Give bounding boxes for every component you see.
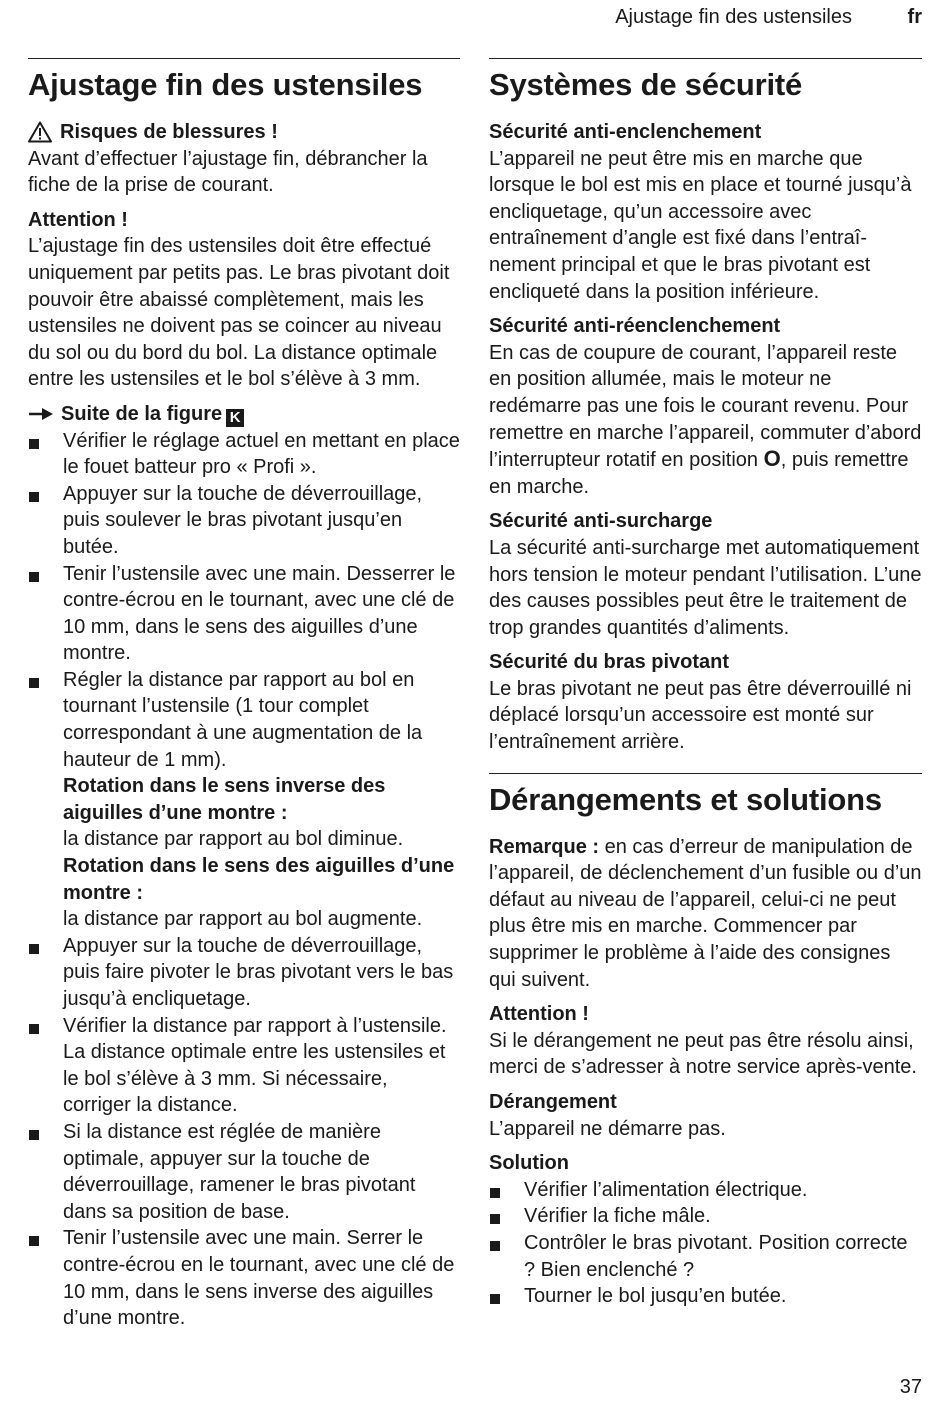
running-header-title: Ajustage fin des ustensiles	[615, 6, 852, 28]
list-item: Vérifier le réglage actuel en mettant en place le fouet batteur pro « Profi ».	[28, 428, 460, 481]
switch-position-symbol: O	[763, 446, 781, 472]
cw-rotation-text: la distance par rapport au bol augmente.	[63, 908, 423, 931]
list-item: Tenir l’ustensile avec une main. Serrer le contre-écrou en le tournant, avec une clé de 10 mm, dans le sens inverse des aiguilles d’une montre.	[28, 1225, 460, 1331]
list-item	[28, 667, 460, 933]
step-text: Régler la distance par rapport au bol en tournant l’ustensile (1 tour complet correspondant à une augmentation de la hauteur de 1 mm).	[63, 668, 423, 771]
left-column	[28, 58, 460, 1332]
subsection-text: La sécurité anti-surcharge met automatiquement hors tension le moteur pendant l’utilisation. L’une des causes possibles peut être le traitement de trop grandes quantités d’aliments.	[489, 536, 922, 639]
fault-text: L’appareil ne démarre pas.	[489, 1117, 726, 1140]
subsection-title: Sécurité anti-surcharge	[489, 510, 713, 533]
attention-title: Attention !	[28, 208, 128, 231]
solution-list	[489, 1177, 922, 1310]
note-label: Remarque :	[489, 835, 600, 858]
note-text: en cas d’erreur de manipulation de l’appareil, de déclenchement d’un fusible ou d’un défaut au niveau de l’appareil, celui-ci ne peut plus être mis en marche. Commencer par supprimer le problème à l’aide des consignes qui suivent.	[489, 835, 922, 991]
warning-text: Avant d’effectuer l’ajustage fin, débrancher la fiche de la prise de courant.	[28, 147, 428, 197]
fault-title: Dérangement	[489, 1091, 617, 1113]
subsection-text	[489, 340, 922, 501]
list-item: Tenir l’ustensile avec une main. Desserrer le contre-écrou en le tournant, avec une clé de 10 mm, dans le sens des aiguilles d’une montre.	[28, 561, 460, 667]
arrow-right-icon	[28, 407, 54, 421]
warning-title	[28, 119, 460, 146]
language-code: fr	[907, 6, 922, 28]
solution-title: Solution	[489, 1152, 569, 1175]
subsection-text-part: En cas de coupure de courant, l’appareil reste en position allumée, mais le moteur ne redémarre pas une fois le courant revenu. Pour remettre en marche l’appareil, commuter d’abord l’interrupteur rotatif en position	[489, 341, 922, 472]
section-heading: Ajustage fin des ustensiles	[28, 67, 423, 102]
subsection-text: L’appareil ne peut être mis en marche que lorsque le bol est mis en place et tourné jusqu’à encliquetage, qu’un accessoire avec entraînement d’angle est fixé dans l’entraînement principal et que le bras pivotant est encliqueté dans la position inférieure.	[489, 147, 912, 303]
section-heading: Dérangements et solutions	[489, 781, 882, 817]
figure-reference	[28, 401, 460, 428]
figure-letter-badge: K	[226, 409, 244, 427]
right-column	[489, 58, 922, 1310]
note-paragraph	[489, 834, 922, 994]
list-item: Vérifier l’alimentation électrique.	[489, 1177, 922, 1204]
warning-title-text: Risques de blessures !	[60, 121, 278, 143]
subsection-text-part: , puis remettre en marche.	[489, 449, 909, 498]
adjustment-steps-list	[28, 428, 460, 1332]
list-item: Si la distance est réglée de manière optimale, appuyer sur la touche de déverrouillage, ramener le bras pivotant dans sa position de base.	[28, 1119, 460, 1225]
attention-text: Si le dérangement ne peut pas être résolu ainsi, merci de s’adresser à notre service après-vente.	[489, 1029, 917, 1079]
attention-text: L’ajustage fin des ustensiles doit être effectué uniquement par petits pas. Le bras pivotant doit pouvoir être abaissé complètement, mais les ustensiles ne doivent pas se coincer au niveau du sol ou du bord du bol. La distance optimale entre les ustensiles et le bol s’élève à 3 mm.	[28, 235, 450, 391]
list-item: Appuyer sur la touche de déverrouillage, puis soulever le bras pivotant jusqu’en butée.	[28, 481, 460, 561]
subsection-title: Sécurité anti-enclenchement	[489, 121, 762, 143]
list-item: Vérifier la distance par rapport à l’ustensile. La distance optimale entre les ustensiles et le bol s’élève à 3 mm. Si nécessaire, corriger la distance.	[28, 1013, 460, 1119]
list-item: Contrôler le bras pivotant. Position correcte ? Bien enclenché ?	[489, 1230, 922, 1283]
list-item: Appuyer sur la touche de déverrouillage, puis faire pivoter le bras pivotant vers le bas jusqu’à encliquetage.	[28, 933, 460, 1013]
cw-rotation-title: Rotation dans le sens des aiguilles d’une montre :	[63, 855, 455, 904]
attention-title: Attention !	[489, 1003, 589, 1026]
ccw-rotation-text: la distance par rapport au bol diminue.	[63, 828, 404, 851]
list-item: Vérifier la fiche mâle.	[489, 1203, 922, 1230]
warning-triangle-icon	[28, 121, 52, 143]
subsection-title: Sécurité anti-réenclenchement	[489, 315, 781, 338]
subsection-title: Sécurité du bras pivotant	[489, 651, 730, 674]
ccw-rotation-title: Rotation dans le sens inverse des aiguilles d’une montre :	[63, 775, 386, 824]
section-heading: Systèmes de sécurité	[489, 67, 803, 102]
figure-reference-text: Suite de la figure	[61, 402, 223, 425]
page-header	[0, 6, 950, 32]
subsection-text: Le bras pivotant ne peut pas être déverrouillé ni déplacé lorsqu’un accessoire est monté sur l’entraînement arrière.	[489, 677, 912, 754]
list-item: Tourner le bol jusqu’en butée.	[489, 1283, 922, 1310]
page-number: 37	[899, 1376, 922, 1398]
